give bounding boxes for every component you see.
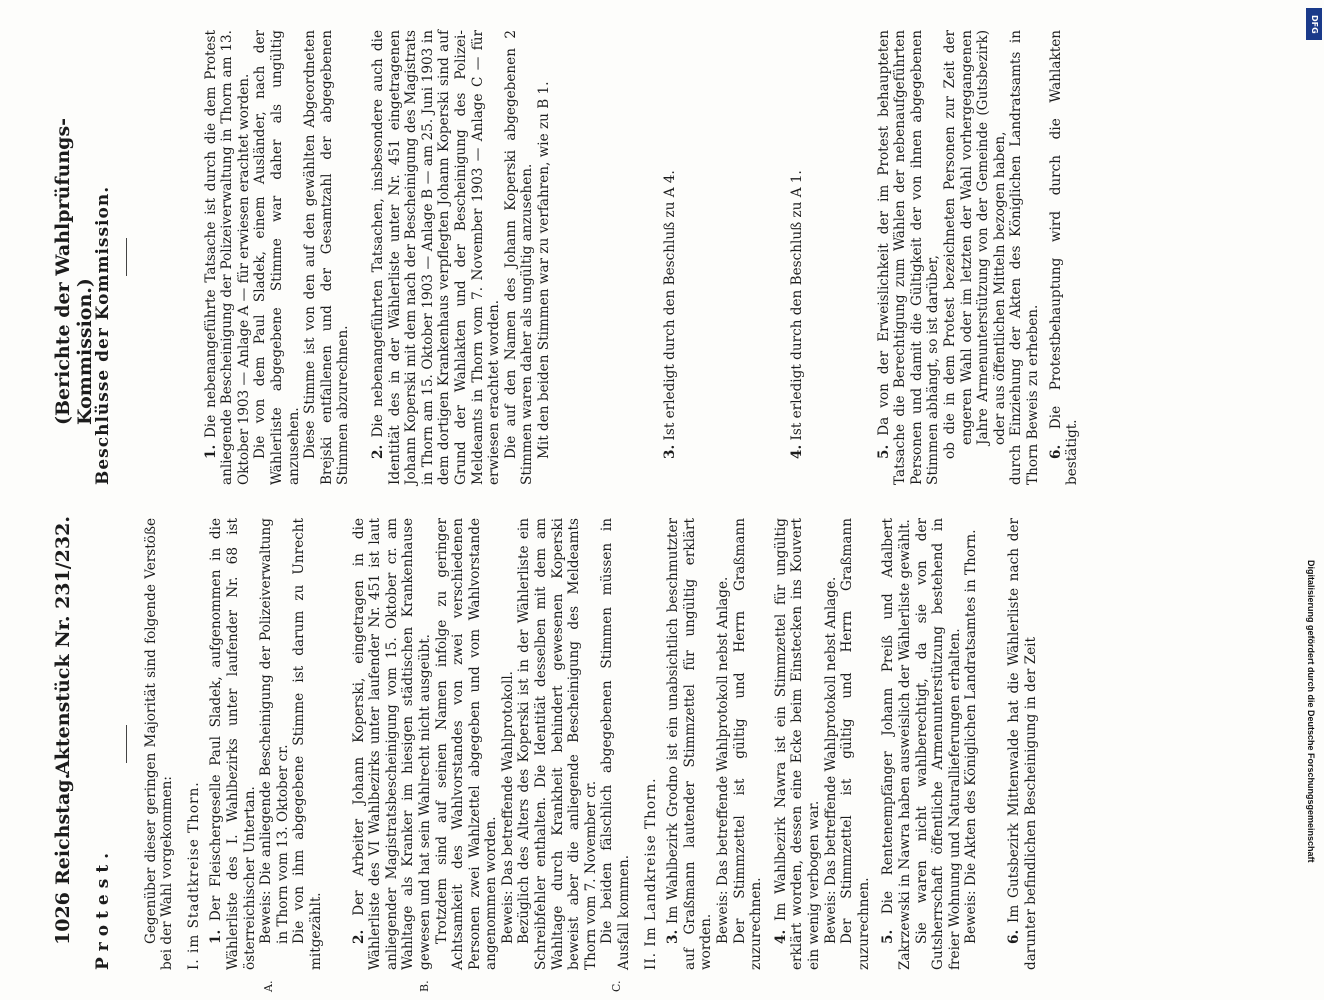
resolution-5: 5. Da von der Erweislichkeit der im Protest behaupteten Tatsache die Berechtigung zum Wählen der nebenaufgeführten Personen und damit die Gültigkeit der von ihnen abgegebenen Stimmen abhängt, so ist darüber, (875, 30, 942, 485)
protest-item-5-para2: Sie waren nicht wahlberechtigt, da sie von der Gutsherrschaft öffentliche Armenunterstützung bestehend in freier Wohnung und Naturallieferungen erhalten. (913, 518, 963, 970)
page-number: 1026 (52, 892, 74, 945)
protest-item-2-para2: Trotzdem sind auf seinen Namen infolge zu geringer Achtsamkeit des Wahlvorstandes von zwei verschiedenen Personen zwei Wahlzettel abgegeben und vom Wahlvorstande angenommen worden. (433, 518, 500, 970)
resolution-1: 1. Die nebenangeführte Tatsache ist durch die dem Protest anliegende Bescheinigung der Polizeiverwaltung in Thorn am 13. Oktober 1903 — Anlage A — für erwiesen erachtet worden. (202, 30, 252, 485)
protest-item-3: 3. Im Wahlbezirk Grodno ist ein unabsichtlich beschmutzter auf Graßmann lautender Stimmzettel für ungültig erklärt worden. (665, 518, 715, 970)
margin-letter-a: A. (262, 980, 275, 992)
protest-item-1-conclusion: Die von ihm abgegebene Stimme ist darum zu Unrecht mitgezählt. (291, 518, 324, 970)
protest-item-3-conclusion: Der Stimmzettel ist gültig und Herrn Graßmann zuzurechnen. (731, 518, 765, 970)
dfg-logo: DFG (1306, 8, 1322, 40)
header-body: Reichstag. (52, 772, 74, 885)
protest-item-2-para3: Bezüglich des Alters des Koperski ist in der Wählerliste ein Schreibfehler enthalten. Die Identität desselben mit dem am Wahltage durch Krankheit behindert gewesenen Koperski beweist aber die anliegende Bescheinigung des Meldeamts Thorn vom 7. November cr. (516, 518, 599, 970)
margin-letter-b: B. (418, 980, 431, 992)
protest-title: Protest. (93, 846, 113, 970)
header-series: (Berichte der Wahlprüfungs-Kommission.) (52, 117, 96, 425)
protest-item-4: 4. Im Wahlbezirk Nawra ist ein Stimmzettel für ungültig erklärt worden, dessen eine Ecke beim Einstecken ins Kouvert ein wenig verbogen war. (772, 518, 822, 970)
protest-item-6: 6. Im Gutsbezirk Mittenwalde hat die Wählerliste nach der darunter befindlichen Bescheinigung in der Zeit (1005, 518, 1039, 970)
protest-item-5-proof: Beweis: Die Akten des Königlichen Landratsamtes in Thorn. (963, 529, 980, 944)
resolutions-rule (126, 239, 127, 277)
resolution-5-sub: ob die in dem Protest bezeichneten Personen zur Zeit der engeren Wahl oder im letzten der Wahl vorhergegangenen Jahre Armenunterstützung von der Gemeinde (Gutsbezirk) oder aus öffentlichen Mitteln bezogen haben, (942, 30, 1008, 459)
resolution-2-para3: Mit den beiden Stimmen war zu verfahren, wie zu B 1. (535, 81, 552, 459)
protest-item-4-proof: Beweis: Das betreffende Wahlprotokoll nebst Anlage. (822, 576, 839, 944)
resolution-2: 2. Die nebenangeführten Tatsachen, insbesondere auch die Identität des in der Wählerliste unter Nr. 451 eingetragenen Johann Koperski mit dem nach der Bescheinigung des Magistrats in Thorn am 15. Oktober 1903 — Anlage B — am 25. Juni 1903 in dem dortigen Krankenhaus verpflegten Johann Koperski sind auf Grund der Wahlakten und der Bescheinigung des Polizei-Meldeamts in Thorn vom 7. November 1903 — Anlage C — für erwiesen erachtet worden. (369, 29, 503, 485)
resolutions-title: Beschlüsse der Kommission. (93, 185, 113, 485)
protest-item-3-proof: Beweis: Das betreffende Wahlprotokoll nebst Anlage. (715, 576, 731, 944)
resolution-5-after: durch Einziehung der Akten des Königlichen Landratsamts in Thorn Beweis zu erheben. (1008, 30, 1041, 485)
resolution-1-para2: Die von dem Paul Sladek, einem Ausländer, nach der Wählerliste abgegebene Stimme war daher als ungültig anzusehen. (252, 30, 302, 485)
resolution-3: 3. Ist erledigt durch den Beschluß zu A 4. (662, 170, 679, 459)
resolutions-column (95, 30, 1081, 485)
header-document: Aktenstück Nr. 231/232. (52, 516, 74, 775)
margin-letter-c: C. (610, 980, 623, 992)
protest-item-1: 1. Der Fleischergeselle Paul Sladek, aufgenommen in die Wählerliste des I. Wahlbezirks unter laufender Nr. 68 ist österreichischer Untertan. (208, 518, 258, 970)
resolution-6: 6. Die Protestbehauptung wird durch die Wahlakten bestätigt. (1047, 30, 1081, 485)
resolution-1-para3: Diese Stimme ist von den auf den gewählten Abgeordneten Brejski entfallenen und der Gesamtzahl der abgegebenen Stimmen abzurechnen. (302, 30, 352, 485)
protest-intro: Gegenüber dieser geringen Majorität sind folgende Verstöße bei der Wahl vorgekommen: (142, 518, 176, 970)
section-stadtkreis: I. im Stadtkreise Thorn. (185, 781, 202, 970)
title-rule (126, 725, 127, 763)
section-landkreis: II. Im Landkreise Thorn. (642, 777, 659, 970)
resolution-4: 4. Ist erledigt durch den Beschluß zu A 1. (789, 170, 806, 459)
protest-item-2-proof: Beweis: Das betreffende Wahlprotokoll. (499, 671, 516, 944)
funding-note: Digitalisierung gefördert durch die Deutsche Forschungsgemeinschaft (1306, 560, 1316, 863)
resolution-2-para2: Die auf den Namen des Johann Koperski abgegebenen 2 Stimmen waren daher als ungültig anzusehen. (502, 30, 536, 485)
page-header (52, 55, 96, 945)
protest-item-2: 2. Der Arbeiter Johann Koperski, eingetragen in die Wählerliste des VI Wahlbezirks unter laufender Nr. 451 ist laut anliegender Magistratsbescheinigung vom 15. Oktober cr. am Wahltage als Kranker im hiesigen städtischen Krankenhause gewesen und hat sein Wahlrecht nicht ausgeübt. (350, 518, 433, 970)
protest-item-1-proof: Beweis: Die anliegende Bescheinigung der Polizeiverwaltung in Thorn vom 13. Oktober cr. (258, 518, 291, 944)
protest-item-2-para4: Die beiden fälschlich abgegebenen Stimmen müssen in Ausfall kommen. (599, 518, 633, 970)
protest-item-5: 5. Die Rentenempfänger Johann Preiß und Adalbert Zakrzewski in Nawra haben ausweislich der Wählerliste gewählt. (880, 518, 913, 970)
protest-item-4-conclusion: Der Stimmzettel ist gültig und Herrn Graßmann zuzurechnen. (839, 518, 872, 970)
protest-column (95, 518, 1039, 970)
